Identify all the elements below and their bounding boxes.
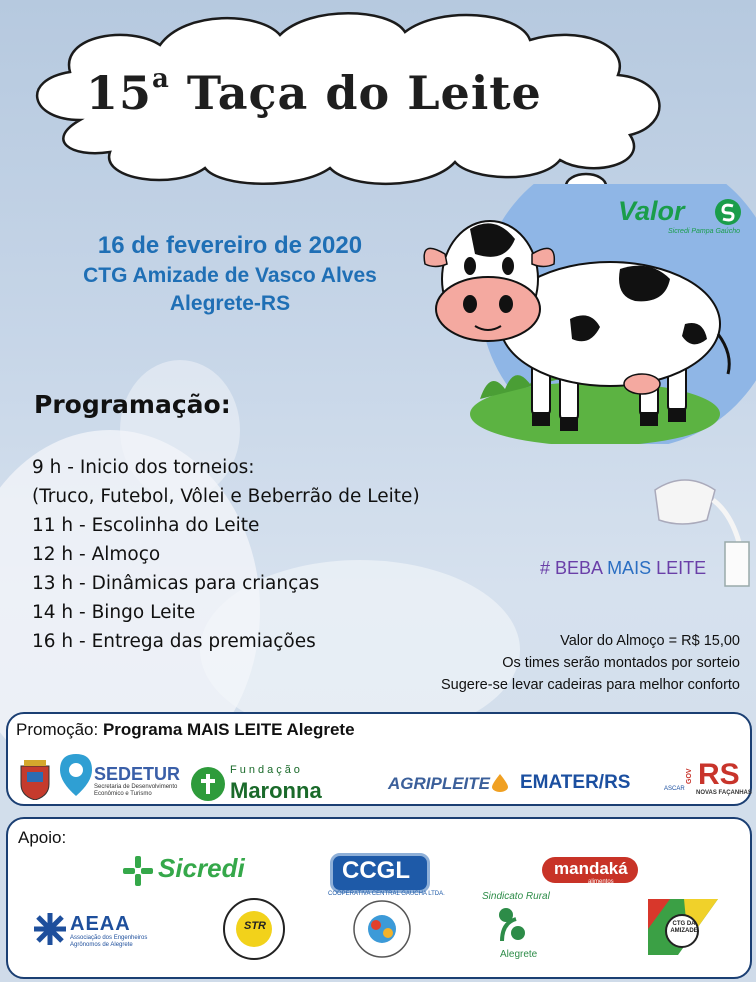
- mandaka-logo: mandaká: [554, 859, 628, 878]
- aeaa-snowflake-icon: [32, 911, 68, 947]
- support-label: Apoio:: [18, 828, 67, 847]
- aeaa-logo: AEAA: [70, 913, 131, 935]
- alegrete-coat-of-arms-icon: [18, 760, 52, 800]
- cow-illustration: [420, 184, 756, 444]
- mandaka-logo-sub: alimentos: [588, 879, 614, 885]
- event-info: [20, 230, 440, 318]
- sicredi-s-icon: [714, 198, 742, 226]
- sindicato-rural-label: Sindicato Rural: [482, 891, 550, 902]
- agripleite-logo: AGRIPLEITE: [388, 774, 491, 793]
- promotion-box: [6, 712, 752, 806]
- teams-draw-note: Os times serão montados por sorteio: [502, 655, 740, 671]
- sedetur-pin-icon: [56, 752, 96, 798]
- rs-gov-logo-sub: NOVAS FAÇANHAS: [696, 790, 752, 796]
- schedule-item: 14 h - Bingo Leite: [32, 602, 196, 623]
- emater-logo: EMATER/RS: [520, 772, 631, 793]
- valor-logo: Valor: [618, 196, 685, 226]
- ccgl-logo: CCGL: [342, 857, 410, 884]
- sicredi-logo: Sicredi: [158, 853, 245, 883]
- rs-gov-logo: RS: [698, 758, 740, 791]
- valor-logo-sub: Sicredi Pampa Gaúcho: [668, 228, 740, 235]
- schedule-item: 13 h - Dinâmicas para crianças: [32, 573, 320, 594]
- ccgl-logo-sub: COOPERATIVA CENTRAL GAÚCHA LTDA.: [328, 891, 445, 897]
- event-date: 16 de fevereiro de 2020: [97, 232, 363, 259]
- sedetur-logo: SEDETUR: [94, 764, 181, 784]
- str-logo: STR: [244, 920, 266, 932]
- schedule-item: 9 h - Inicio dos torneios:: [32, 457, 255, 478]
- support-box: [6, 817, 752, 979]
- fundacao-logo: Fundação: [230, 764, 303, 776]
- hashtag-beba-mais-leite: # BEBA MAIS LEITE: [540, 558, 707, 578]
- schedule-item: 16 h - Entrega das premiações: [32, 631, 316, 652]
- event-venue: CTG Amizade de Vasco Alves: [83, 264, 377, 287]
- ctg-amizade-logo: CTG DA AMIZADE: [670, 921, 698, 934]
- schedule-item: 11 h - Escolinha do Leite: [32, 515, 260, 536]
- lunch-price-note: Valor do Almoço = R$ 15,00: [560, 633, 740, 649]
- aeaa-logo-sub: Associação dos Engenheiros Agrônomos de Alegrete: [70, 935, 148, 948]
- event-city: Alegrete-RS: [169, 292, 291, 315]
- agripleite-drop-icon: [490, 772, 510, 792]
- schedule-item: (Truco, Futebol, Vôlei e Beberrão de Leite): [32, 486, 420, 507]
- schedule-item: 12 h - Almoço: [32, 544, 161, 565]
- maronna-logo: Maronna: [230, 778, 322, 803]
- emater-logo-sub: ASCAR: [664, 786, 685, 792]
- trabalhadores-seal-icon: [352, 899, 412, 959]
- schedule-list: [32, 453, 420, 656]
- sicredi-logo-icon: [122, 855, 154, 887]
- maronna-cross-icon: [190, 766, 226, 802]
- sindicato-rural-icon: [492, 905, 532, 945]
- schedule-heading: Programação:: [34, 390, 231, 419]
- event-title: 15$^a$ Taça do Leite: [86, 64, 542, 120]
- gov-label: GOV: [686, 768, 693, 784]
- chairs-note: Sugere-se levar cadeiras para melhor conforto: [440, 677, 740, 693]
- sedetur-logo-sub: Secretaria de Desenvolvimento Econômico e Turismo: [94, 784, 178, 797]
- promotion-label: Promoção: Programa MAIS LEITE Alegrete: [16, 720, 355, 739]
- alegrete-label: Alegrete: [500, 949, 538, 960]
- event-notes: [441, 630, 740, 696]
